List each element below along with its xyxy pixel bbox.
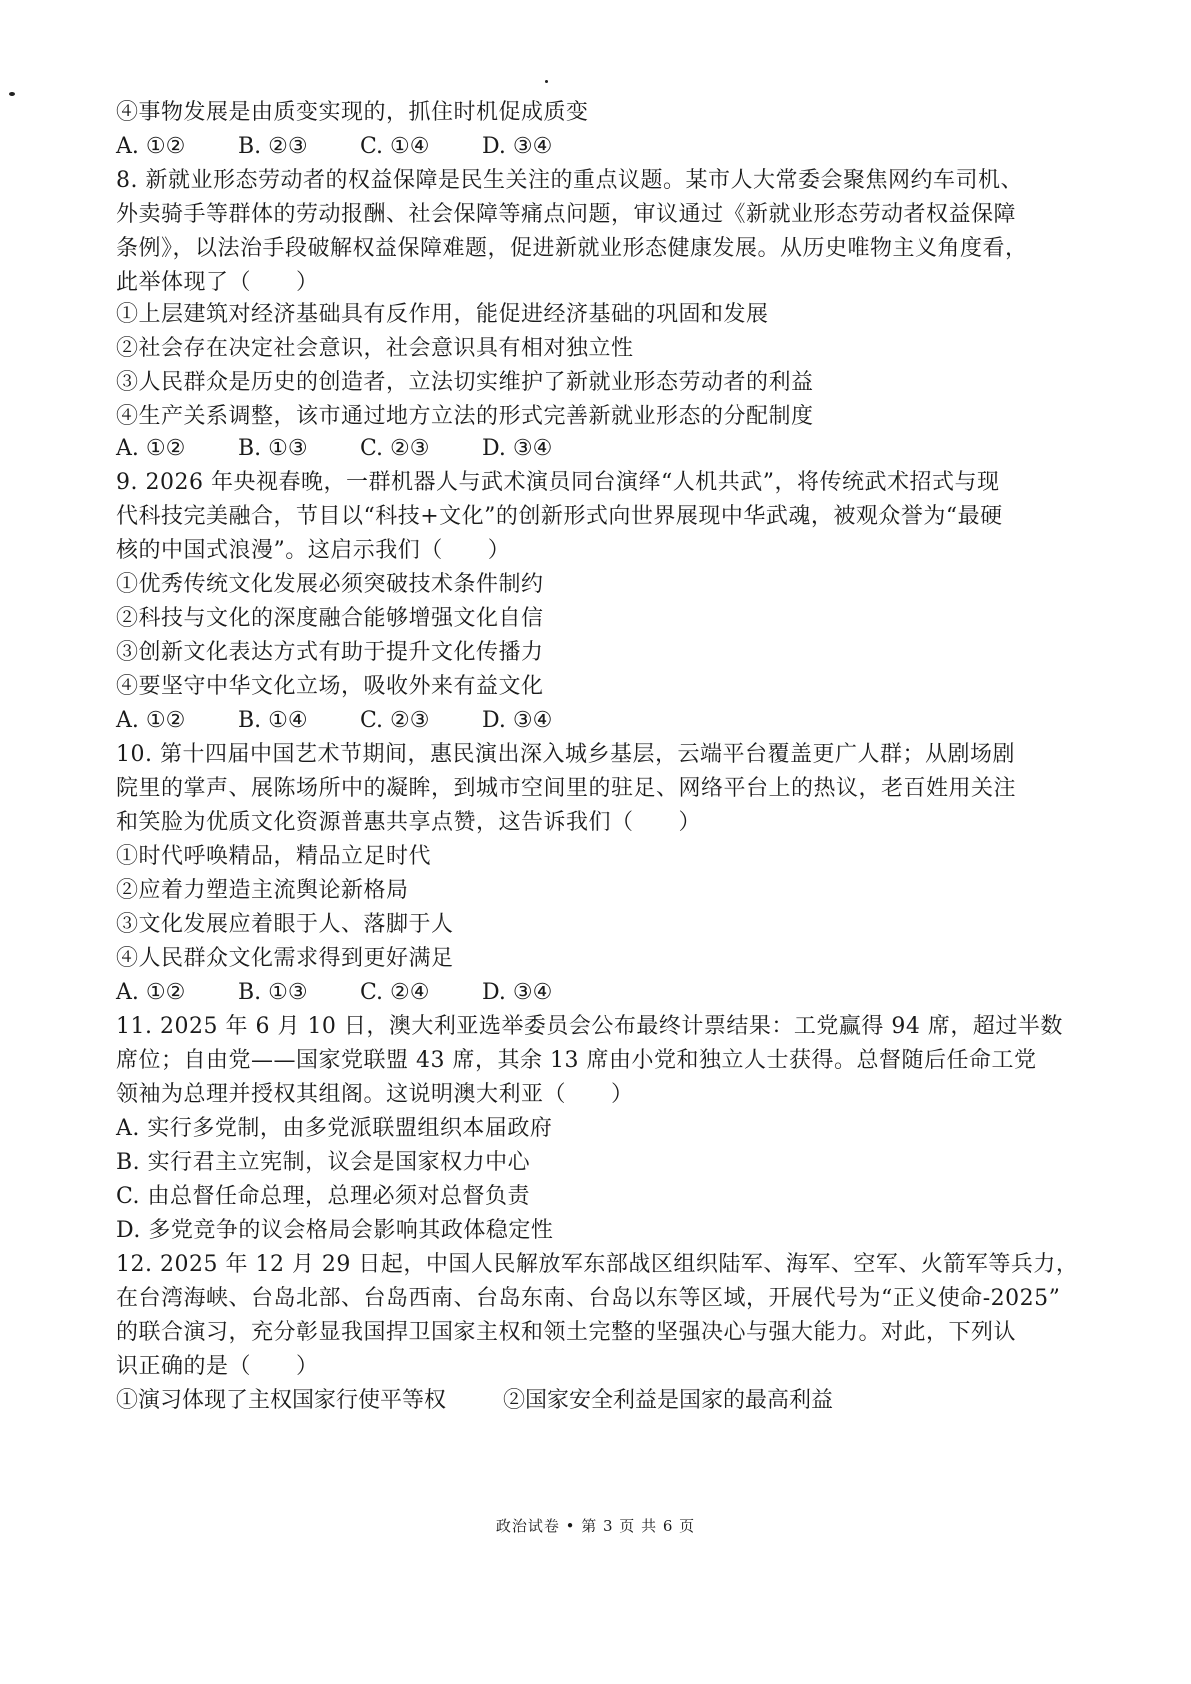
q8-choice-a: A. ①②	[116, 436, 186, 461]
q8-option-3: ③人民群众是历史的创造者，立法切实维护了新就业形态劳动者的利益	[116, 370, 814, 395]
q9-choice-d: D. ③④	[482, 708, 553, 733]
q8-option-1: ①上层建筑对经济基础具有反作用，能促进经济基础的巩固和发展	[116, 302, 769, 327]
q11-choice-d: D. 多党竞争的议会格局会影响其政体稳定性	[116, 1218, 554, 1243]
q7-option-4: ④事物发展是由质变实现的，抓住时机促成质变	[116, 100, 589, 125]
q8-stem-line-4: 此举体现了（ ）	[116, 270, 319, 295]
q10-option-4: ④人民群众文化需求得到更好满足	[116, 946, 454, 971]
q9-stem-line-1: 9. 2026 年央视春晚，一群机器人与武术演员同台演绎“人机共武”，将传统武术招式与现	[116, 470, 1000, 495]
scan-speck	[545, 80, 548, 83]
q9-choices	[116, 706, 604, 736]
q8-stem-line-2: 外卖骑手等群体的劳动报酬、社会保障等痛点问题，审议通过《新就业形态劳动者权益保障	[116, 202, 1017, 227]
q10-choice-a: A. ①②	[116, 980, 186, 1005]
q8-stem-line-3: 条例》，以法治手段破解权益保障难题，促进新就业形态健康发展。从历史唯物主义角度看，	[116, 236, 1028, 261]
q8-choices	[116, 434, 604, 464]
scan-speck	[9, 92, 15, 96]
q11-stem-line-2: 席位；自由党——国家党联盟 43 席，其余 13 席由小党和独立人士获得。总督随后任命工党	[116, 1048, 1037, 1073]
q10-stem-line-1: 10. 第十四届中国艺术节期间，惠民演出深入城乡基层，云端平台覆盖更广人群；从剧场剧	[116, 742, 1015, 767]
q11-choice-b: B. 实行君主立宪制，议会是国家权力中心	[116, 1150, 531, 1175]
q10-stem-line-2: 院里的掌声、展陈场所中的凝眸，到城市空间里的驻足、网络平台上的热议，老百姓用关注	[116, 776, 1017, 801]
q7-choices	[116, 132, 604, 162]
q8-choice-b: B. ①③	[238, 436, 308, 461]
q12-option-2: ②国家安全利益是国家的最高利益	[503, 1388, 834, 1413]
q10-stem-line-3: 和笑脸为优质文化资源普惠共享点赞，这告诉我们（ ）	[116, 810, 702, 835]
q9-option-3: ③创新文化表达方式有助于提升文化传播力	[116, 640, 544, 665]
q9-choice-a: A. ①②	[116, 708, 186, 733]
q10-option-3: ③文化发展应着眼于人、落脚于人	[116, 912, 454, 937]
q10-choice-b: B. ①③	[238, 980, 308, 1005]
q9-option-2: ②科技与文化的深度融合能够增强文化自信	[116, 606, 544, 631]
q12-options-row	[116, 1386, 833, 1416]
q10-choices	[116, 978, 604, 1008]
q10-option-2: ②应着力塑造主流舆论新格局	[116, 878, 409, 903]
q12-stem-line-4: 识正确的是（ ）	[116, 1354, 319, 1379]
q8-option-4: ④生产关系调整，该市通过地方立法的形式完善新就业形态的分配制度	[116, 404, 814, 429]
q7-choice-b: B. ②③	[238, 134, 308, 159]
q11-stem-line-3: 领袖为总理并授权其组阁。这说明澳大利亚（ ）	[116, 1082, 634, 1107]
q8-stem-line-1: 8. 新就业形态劳动者的权益保障是民生关注的重点议题。某市人大常委会聚焦网约车司机、	[116, 168, 1023, 193]
q9-stem-line-3: 核的中国式浪漫”。这启示我们（ ）	[116, 538, 511, 563]
q7-choice-d: D. ③④	[482, 134, 553, 159]
q8-choice-c: C. ②③	[360, 436, 430, 461]
q8-option-2: ②社会存在决定社会意识，社会意识具有相对独立性	[116, 336, 634, 361]
q11-stem-line-1: 11. 2025 年 6 月 10 日，澳大利亚选举委员会公布最终计票结果：工党赢得 94 席，超过半数	[116, 1014, 1063, 1039]
q12-stem-line-2: 在台湾海峡、台岛北部、台岛西南、台岛东南、台岛以东等区域，开展代号为“正义使命-2025”	[116, 1286, 1061, 1311]
q11-choice-a: A. 实行多党制，由多党派联盟组织本届政府	[116, 1116, 553, 1141]
q12-stem-line-3: 的联合演习，充分彰显我国捍卫国家主权和领土完整的坚强决心与强大能力。对此，下列认	[116, 1320, 1017, 1345]
q9-option-4: ④要坚守中华文化立场，吸收外来有益文化	[116, 674, 544, 699]
page-footer: 政治试卷 • 第 3 页 共 6 页	[495, 1517, 696, 1535]
q9-choice-b: B. ①④	[238, 708, 308, 733]
q10-choice-d: D. ③④	[482, 980, 553, 1005]
q7-choice-c: C. ①④	[360, 134, 430, 159]
q7-choice-a: A. ①②	[116, 134, 186, 159]
q9-choice-c: C. ②③	[360, 708, 430, 733]
q9-option-1: ①优秀传统文化发展必须突破技术条件制约	[116, 572, 544, 597]
q8-choice-d: D. ③④	[482, 436, 553, 461]
q12-stem-line-1: 12. 2025 年 12 月 29 日起，中国人民解放军东部战区组织陆军、海军、空军、火箭军等兵力，	[116, 1252, 1079, 1277]
q9-stem-line-2: 代科技完美融合，节目以“科技+文化”的创新形式向世界展现中华武魂，被观众誉为“最硬	[116, 504, 1003, 529]
q10-option-1: ①时代呼唤精品，精品立足时代	[116, 844, 432, 869]
q12-option-1: ①演习体现了主权国家行使平等权	[116, 1388, 447, 1413]
q10-choice-c: C. ②④	[360, 980, 430, 1005]
q11-choice-c: C. 由总督任命总理，总理必须对总督负责	[116, 1184, 531, 1209]
